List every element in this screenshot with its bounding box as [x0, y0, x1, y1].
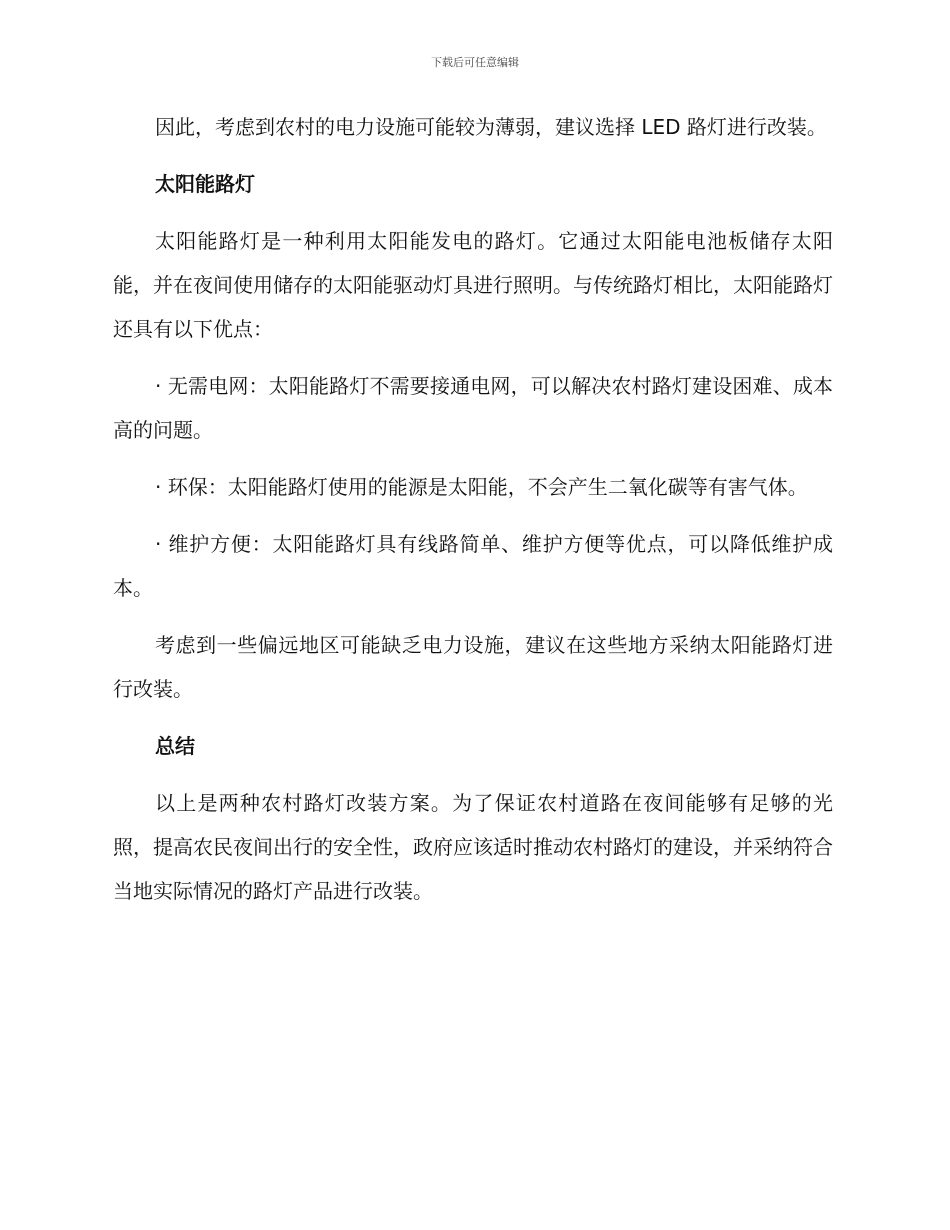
bullet-maintenance: · 维护方便：太阳能路灯具有线路简单、维护方便等优点，可以降低维护成本。	[113, 532, 833, 600]
paragraph-solar-recommendation: 考虑到一些偏远地区可能缺乏电力设施，建议在这些地方采纳太阳能路灯进行改装。	[113, 633, 833, 701]
paragraph-summary: 以上是两种农村路灯改装方案。为了保证农村道路在夜间能够有足够的光照，提高农民夜间出行的安全性，政府应该适时推动农村路灯的建设，并采纳符合当地实际情况的路灯产品进行改装。	[113, 791, 833, 903]
page-header: 下载后可任意编辑	[431, 56, 519, 69]
paragraph-led-recommendation: 因此，考虑到农村的电力设施可能较为薄弱，建议选择 LED 路灯进行改装。	[155, 115, 827, 139]
paragraph-solar-intro: 太阳能路灯是一种利用太阳能发电的路灯。它通过太阳能电池板储存太阳能，并在夜间使用储存的太阳能驱动灯具进行照明。与传统路灯相比，太阳能路灯还具有以下优点：	[113, 229, 833, 341]
section-heading-summary: 总结	[155, 734, 195, 758]
bullet-no-grid: · 无需电网：太阳能路灯不需要接通电网，可以解决农村路灯建设困难、成本高的问题。	[113, 374, 833, 442]
bullet-eco: · 环保：太阳能路灯使用的能源是太阳能，不会产生二氧化碳等有害气体。	[155, 475, 808, 499]
section-heading-solar: 太阳能路灯	[155, 172, 255, 196]
document-body	[113, 105, 833, 926]
